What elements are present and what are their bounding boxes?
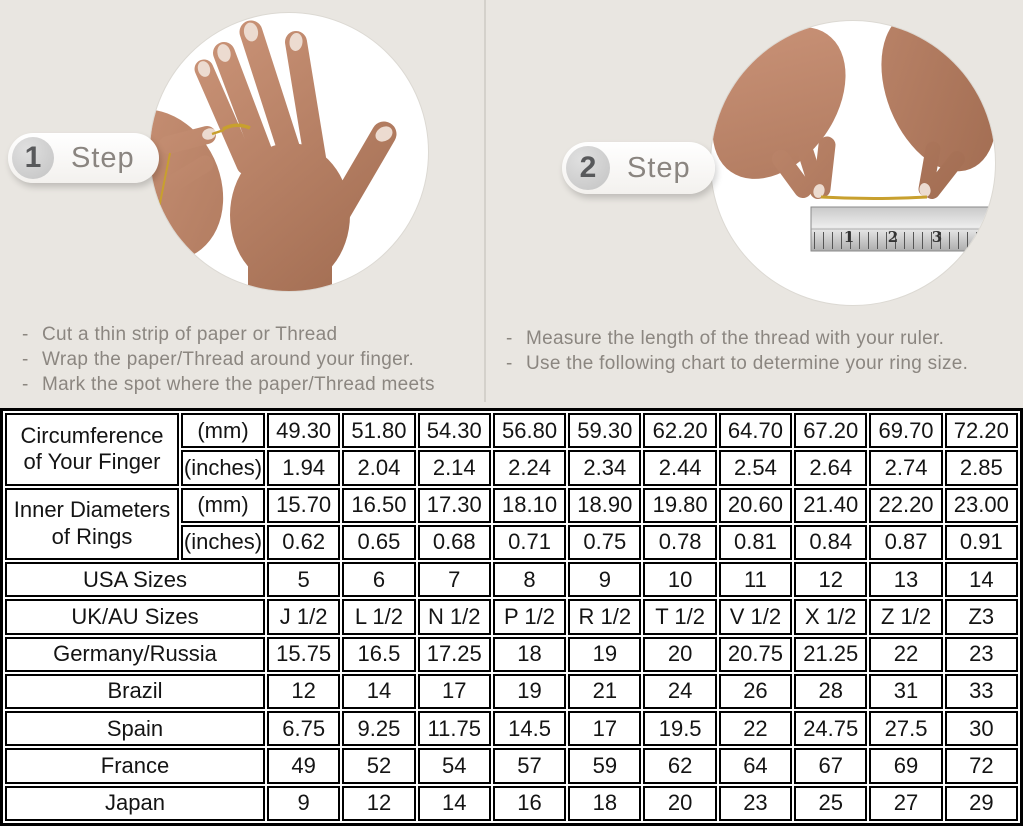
- step2-number-circle: 2: [566, 146, 610, 190]
- size-value: 0.75: [568, 525, 641, 560]
- size-value: 28: [794, 674, 867, 709]
- ruler-icon: [811, 207, 995, 251]
- step2-badge: [562, 142, 715, 194]
- size-value: 69.70: [869, 413, 942, 448]
- size-value: 20.60: [719, 488, 792, 523]
- instruction-text: Cut a thin strip of paper or Thread: [42, 324, 338, 345]
- size-value: 0.62: [267, 525, 340, 560]
- size-value: 64: [719, 748, 792, 783]
- size-value: 16: [493, 786, 566, 821]
- unit-label: (mm): [181, 488, 265, 523]
- measuring-steps-section: [0, 0, 1023, 408]
- unit-label: (inches): [181, 525, 265, 560]
- instruction-line: [22, 322, 435, 347]
- size-value: 2.85: [945, 450, 1018, 485]
- size-value: 20: [643, 786, 716, 821]
- hand-with-thread-icon: [150, 13, 428, 291]
- size-value: 6: [342, 562, 415, 597]
- table-row: [5, 599, 1018, 634]
- size-value: J 1/2: [267, 599, 340, 634]
- size-value: 23: [719, 786, 792, 821]
- size-value: 15.70: [267, 488, 340, 523]
- step2-photo: [710, 20, 996, 306]
- bullet-dash: -: [22, 324, 29, 345]
- row-label: Germany/Russia: [5, 637, 265, 672]
- size-value: 2.34: [568, 450, 641, 485]
- size-value: 2.24: [493, 450, 566, 485]
- size-value: 12: [794, 562, 867, 597]
- row-label: USA Sizes: [5, 562, 265, 597]
- size-value: P 1/2: [493, 599, 566, 634]
- bullet-dash: -: [22, 374, 29, 395]
- size-value: 27.5: [869, 711, 942, 746]
- size-value: 51.80: [342, 413, 415, 448]
- size-value: 16.5: [342, 637, 415, 672]
- size-value: 16.50: [342, 488, 415, 523]
- table-row: [5, 488, 1018, 523]
- size-value: 0.65: [342, 525, 415, 560]
- bullet-dash: -: [506, 328, 513, 349]
- ruler-number: 1: [843, 228, 855, 246]
- size-value: 23.00: [945, 488, 1018, 523]
- size-value: 13: [869, 562, 942, 597]
- size-value: 49: [267, 748, 340, 783]
- size-value: 59: [568, 748, 641, 783]
- row-label: Japan: [5, 786, 265, 821]
- bullet-dash: -: [506, 353, 513, 374]
- size-value: 11.75: [418, 711, 491, 746]
- size-value: T 1/2: [643, 599, 716, 634]
- size-value: 24.75: [794, 711, 867, 746]
- size-value: 49.30: [267, 413, 340, 448]
- size-value: 19.5: [643, 711, 716, 746]
- size-value: 0.68: [418, 525, 491, 560]
- size-value: 31: [869, 674, 942, 709]
- unit-label: (inches): [181, 450, 265, 485]
- size-value: 22: [869, 637, 942, 672]
- size-value: V 1/2: [719, 599, 792, 634]
- size-value: 29: [945, 786, 1018, 821]
- table-row: [5, 637, 1018, 672]
- size-value: 21: [568, 674, 641, 709]
- size-value: X 1/2: [794, 599, 867, 634]
- bullet-dash: -: [22, 349, 29, 370]
- size-value: 14: [342, 674, 415, 709]
- size-value: L 1/2: [342, 599, 415, 634]
- size-value: 2.74: [869, 450, 942, 485]
- instruction-text: Mark the spot where the paper/Thread meets: [42, 374, 435, 395]
- size-value: 69: [869, 748, 942, 783]
- row-label: UK/AU Sizes: [5, 599, 265, 634]
- size-value: 54.30: [418, 413, 491, 448]
- size-value: 0.71: [493, 525, 566, 560]
- size-value: 18: [493, 637, 566, 672]
- size-value: 59.30: [568, 413, 641, 448]
- size-value: 19.80: [643, 488, 716, 523]
- measuring-thread-with-ruler-icon: [711, 21, 995, 305]
- instruction-line: [22, 347, 435, 372]
- instruction-text: Use the following chart to determine your ring size.: [526, 353, 969, 374]
- step1-instructions: [22, 322, 435, 397]
- size-value: 0.84: [794, 525, 867, 560]
- unit-label: (mm): [181, 413, 265, 448]
- size-value: 2.04: [342, 450, 415, 485]
- size-value: 1.94: [267, 450, 340, 485]
- step1-number-circle: 1: [12, 137, 54, 179]
- size-value: 14.5: [493, 711, 566, 746]
- size-value: 15.75: [267, 637, 340, 672]
- size-value: 18: [568, 786, 641, 821]
- size-value: 62: [643, 748, 716, 783]
- size-value: 24: [643, 674, 716, 709]
- size-value: 0.87: [869, 525, 942, 560]
- size-value: 22.20: [869, 488, 942, 523]
- instruction-line: [506, 351, 968, 376]
- size-value: 0.91: [945, 525, 1018, 560]
- size-value: 12: [342, 786, 415, 821]
- ruler-number: 3: [931, 228, 943, 246]
- size-value: 52: [342, 748, 415, 783]
- size-value: 11: [719, 562, 792, 597]
- size-value: 30: [945, 711, 1018, 746]
- step2-label: Step: [627, 151, 691, 184]
- size-value: 10: [643, 562, 716, 597]
- size-value: 9.25: [342, 711, 415, 746]
- size-value: N 1/2: [418, 599, 491, 634]
- size-value: 54: [418, 748, 491, 783]
- row-group-label: Inner Diameters of Rings: [5, 488, 179, 561]
- size-value: Z3: [945, 599, 1018, 634]
- ruler-number: 2: [887, 228, 899, 246]
- ring-size-table: [0, 408, 1023, 826]
- table-row: [5, 786, 1018, 821]
- size-value: 14: [945, 562, 1018, 597]
- row-label: Spain: [5, 711, 265, 746]
- size-value: 7: [418, 562, 491, 597]
- size-value: 17: [418, 674, 491, 709]
- size-value: R 1/2: [568, 599, 641, 634]
- instruction-line: [506, 326, 968, 351]
- size-value: 17.30: [418, 488, 491, 523]
- size-value: 23: [945, 637, 1018, 672]
- row-label: France: [5, 748, 265, 783]
- size-value: 2.44: [643, 450, 716, 485]
- table-row: [5, 562, 1018, 597]
- instruction-text: Measure the length of the thread with your ruler.: [526, 328, 945, 349]
- size-value: 27: [869, 786, 942, 821]
- table-row: [5, 413, 1018, 448]
- size-value: 20.75: [719, 637, 792, 672]
- size-value: 25: [794, 786, 867, 821]
- size-value: 56.80: [493, 413, 566, 448]
- size-value: 26: [719, 674, 792, 709]
- size-value: 22: [719, 711, 792, 746]
- instruction-text: Wrap the paper/Thread around your finger.: [42, 349, 415, 370]
- table-row: [5, 674, 1018, 709]
- size-value: 33: [945, 674, 1018, 709]
- size-value: 9: [267, 786, 340, 821]
- size-value: 14: [418, 786, 491, 821]
- size-value: 12: [267, 674, 340, 709]
- table-row: [5, 748, 1018, 783]
- size-value: 2.64: [794, 450, 867, 485]
- size-value: 20: [643, 637, 716, 672]
- size-value: 9: [568, 562, 641, 597]
- size-value: 18.10: [493, 488, 566, 523]
- row-label: Brazil: [5, 674, 265, 709]
- step1-photo: [149, 12, 429, 292]
- instruction-line: [22, 372, 435, 397]
- size-value: 6.75: [267, 711, 340, 746]
- step1-badge: [8, 133, 159, 183]
- size-value: 64.70: [719, 413, 792, 448]
- size-value: 72: [945, 748, 1018, 783]
- size-value: 72.20: [945, 413, 1018, 448]
- size-value: 17.25: [418, 637, 491, 672]
- size-value: 62.20: [643, 413, 716, 448]
- size-value: 19: [568, 637, 641, 672]
- size-value: 0.78: [643, 525, 716, 560]
- size-value: Z 1/2: [869, 599, 942, 634]
- table-row: [5, 711, 1018, 746]
- size-value: 67.20: [794, 413, 867, 448]
- step2-instructions: [506, 326, 968, 376]
- size-value: 67: [794, 748, 867, 783]
- size-value: 18.90: [568, 488, 641, 523]
- size-value: 5: [267, 562, 340, 597]
- size-value: 0.81: [719, 525, 792, 560]
- step1-label: Step: [71, 141, 135, 174]
- size-value: 57: [493, 748, 566, 783]
- size-value: 2.14: [418, 450, 491, 485]
- size-value: 19: [493, 674, 566, 709]
- size-value: 21.40: [794, 488, 867, 523]
- size-value: 8: [493, 562, 566, 597]
- section-divider: [484, 0, 486, 402]
- size-value: 17: [568, 711, 641, 746]
- size-value: 21.25: [794, 637, 867, 672]
- row-group-label: Circumference of Your Finger: [5, 413, 179, 486]
- size-value: 2.54: [719, 450, 792, 485]
